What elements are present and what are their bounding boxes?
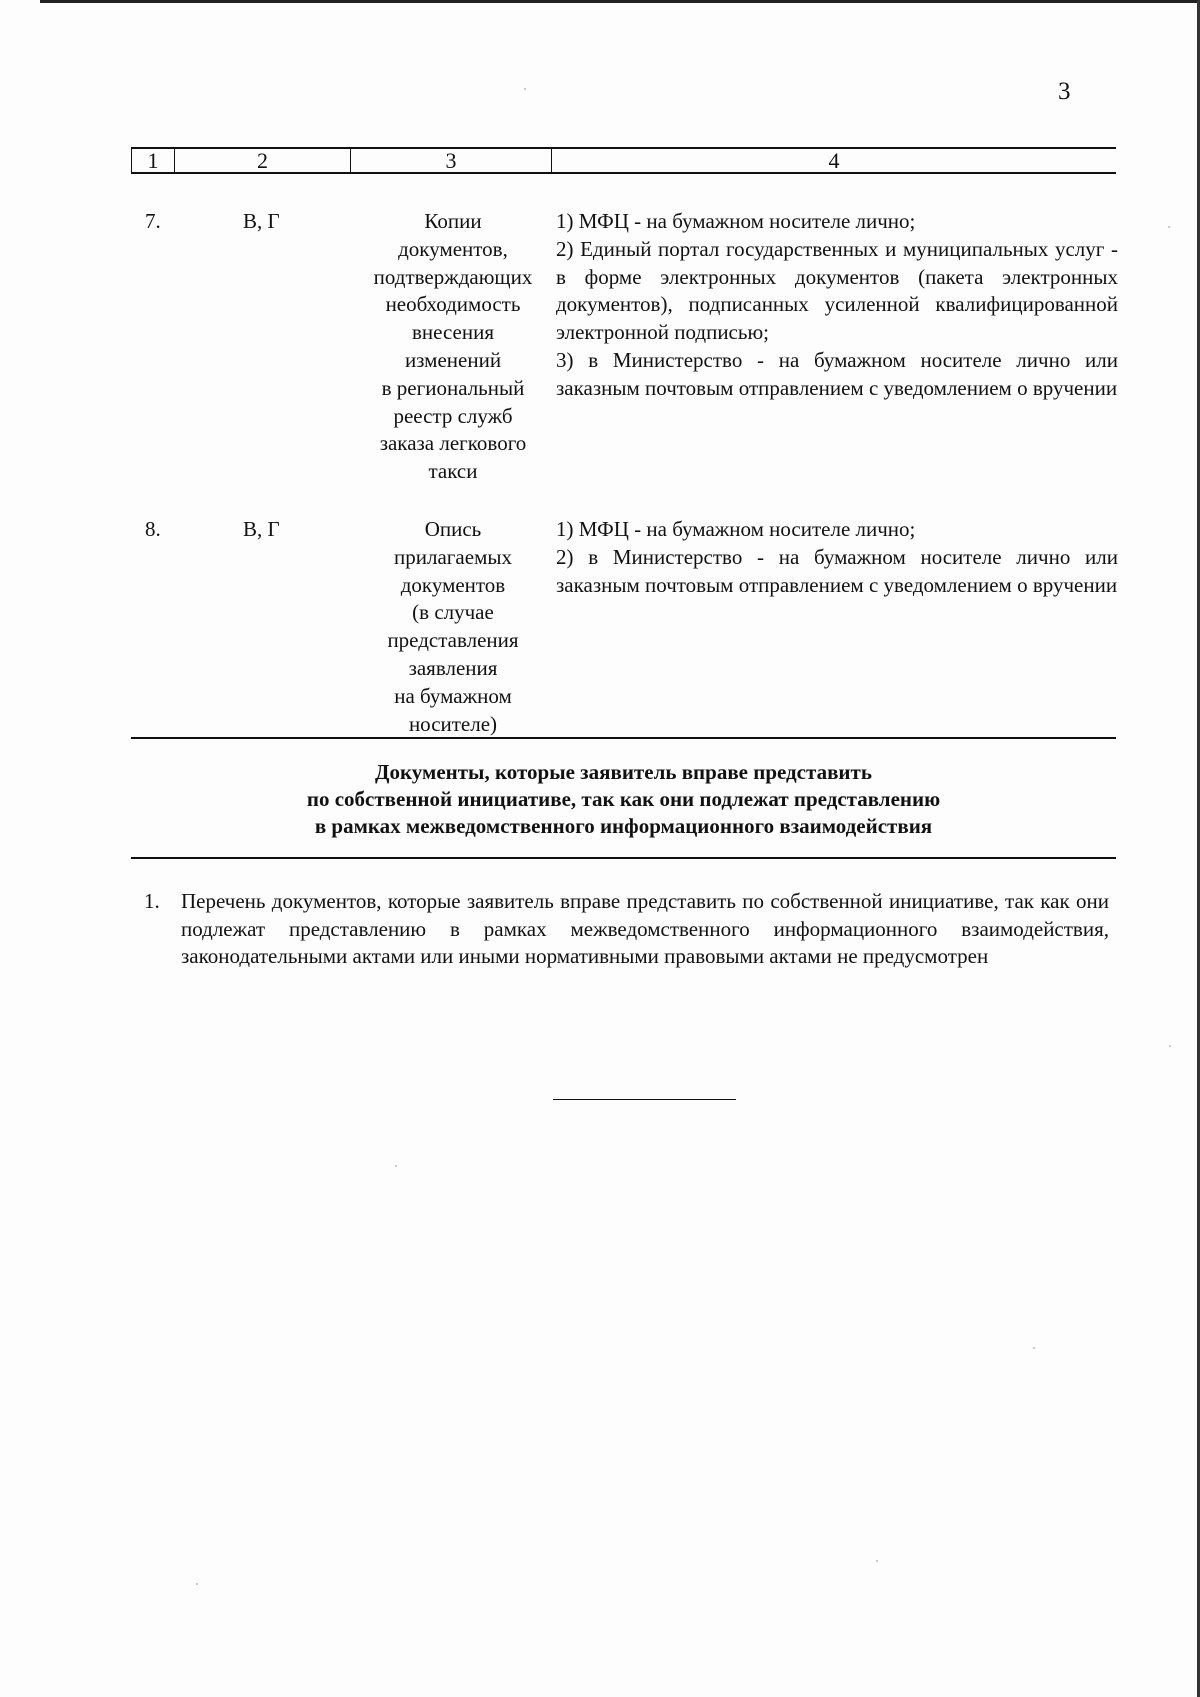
table-header-cell: 2 [175,149,351,172]
submission-method: 3) в Министерство - на бумажном носителе лично или заказным почтовым отправлением с уведомлением о вручении [556,347,1118,400]
end-of-document-line [553,1099,736,1100]
document-line: изменений [404,347,502,372]
row-submission-methods [556,516,1118,599]
submission-method: 2) Единый портал государственных и муниципальных услуг - в форме электронных документов (пакета электронных документов), подписанных усиленной квалифицированной электронной подписью; [556,236,1118,345]
table-bottom-rule [131,737,1116,739]
document-line: носителе) [408,711,498,736]
document-line: Копии [424,209,482,233]
document-line: представления [387,628,519,653]
table-header-cell: 1 [131,149,175,172]
document-line: прилагаемых [394,544,512,569]
submission-method: 1) МФЦ - на бумажном носителе лично; [556,517,916,541]
document-line: подтверждающих [373,264,533,289]
scan-speck [876,1560,878,1562]
row-document [353,208,553,486]
section-heading [131,759,1116,840]
document-line: необходимость [385,292,521,317]
document-line: документов, [398,236,508,261]
section-heading-line: по собственной инициативе, так как они подлежат представлению [306,787,941,811]
document-line: заказа легкового [379,431,527,456]
document-line: (в случае [412,600,494,625]
scan-speck [1033,1347,1035,1349]
section-heading-line: Документы, которые заявитель вправе представить [375,760,872,784]
scan-speck [1168,226,1170,228]
scan-speck [524,88,526,90]
section-rule [131,857,1116,859]
document-line: в региональный [381,375,525,400]
scan-edge-top [40,0,1200,3]
row-document [353,516,553,738]
scan-speck [395,1165,397,1167]
submission-method: 2) в Министерство - на бумажном носителе лично или заказным почтовым отправлением с уведомлением о вручении [556,544,1118,597]
page-number: 3 [1058,78,1071,105]
document-line: внесения [411,320,495,345]
table-header-cell: 3 [351,149,552,172]
row-category: В, Г [243,517,280,541]
document-line: Опись [424,517,482,541]
document-line: документов [400,572,506,597]
list-item-text: Перечень документов, которые заявитель вправе представить по собственной инициативе, так как они подлежат представлению в рамках межведомственного информационного взаимодействия, законодательными актами или иными нормативными правовыми актами не предусмотрен [181,889,1109,968]
row-category: В, Г [243,209,280,233]
section-heading-line: в рамках межведомственного информационного взаимодействия [314,814,933,838]
submission-method: 1) МФЦ - на бумажном носителе лично; [556,209,916,233]
list-item-number: 1. [144,889,160,913]
row-submission-methods [556,208,1118,403]
document-line: такси [428,459,478,484]
row-number: 8. [145,517,161,541]
row-number: 7. [145,209,161,233]
scan-speck [1169,1045,1171,1047]
scan-speck [196,1583,198,1585]
table-header-row [131,147,1116,174]
document-line: на бумажном [394,683,512,708]
table-header-cell: 4 [828,148,840,173]
document-line: реестр служб [393,403,513,428]
document-line: заявления [408,655,498,680]
